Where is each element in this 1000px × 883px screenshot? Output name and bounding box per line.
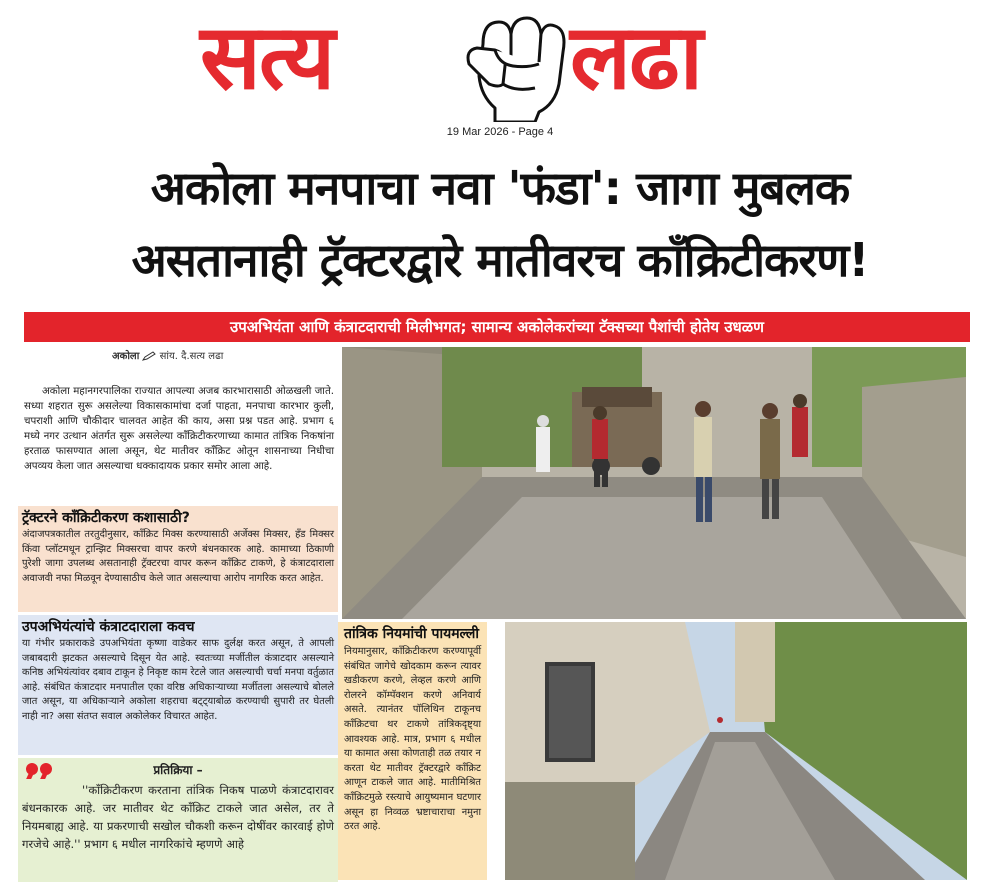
section-tractor-title: ट्रॅक्टरने कॉंक्रिटीकरण कशासाठी?	[22, 510, 190, 526]
reaction-title: प्रतिक्रिया –	[153, 763, 203, 777]
sidebar-title: तांत्रिक नियमांची पायमल्ली	[344, 626, 479, 642]
reaction-box	[18, 758, 338, 882]
pen-icon	[142, 351, 156, 361]
section-engineer-box	[18, 615, 338, 755]
masthead	[0, 0, 1000, 122]
subheadline-banner: उपअभियंता आणि कंत्राटदाराची मिलीभगत; सामान्य अकोलेकरांच्या टॅक्सच्या पैशांची होतेय उधळण	[24, 312, 970, 342]
construction-photo-main	[342, 347, 966, 619]
headline-line-2: असतानाही ट्रॅक्टरद्वारे मातीवरच कॉंक्रिटीकरण!	[131, 233, 869, 287]
quote-mark-icon	[26, 762, 56, 784]
intro-paragraph	[24, 384, 334, 474]
construction-photo-lane	[505, 622, 967, 880]
lane-road-image	[505, 622, 967, 880]
raised-fist-icon	[455, 4, 575, 122]
headline	[0, 152, 1000, 296]
masthead-title-left: सत्य	[200, 5, 334, 110]
dateline: 19 Mar 2026 - Page 4	[446, 126, 554, 138]
intro-text: अकोला महानगरपालिका राज्यात आपल्या अजब कारभारासाठी ओळखली जाते. सध्या शहरात सुरू असलेल्या विकासकामांचा दर्जा पाहता, मनपाचा कारभार कुली, चपराशी आणि चौकीदार चालवत आहेत की काय, असा प्रश्न पडत आहे. प्रभाग ६ मध्ये नगर उत्थान अंतर्गत सुरू असलेल्या कॉंक्रिटीकरणाच्या कामात तांत्रिक निकषांना हरताळ फासण्यात आला असून, थेट मातीवर कॉंक्रिट ओतून शासनाच्या निधीचा अपव्यय केला जात असल्याचा धक्कादायक प्रकार समोर आला आहे.	[24, 386, 334, 472]
sidebar-technical-rules	[338, 622, 487, 880]
byline-location: अकोला	[112, 351, 140, 362]
section-tractor-body: अंदाजपत्रकातील तरतुदीनुसार, कॉंक्रिट मिक्स करण्यासाठी अर्जेक्स मिक्सर, हँड मिक्सर किंवा प्लॉटमधून ट्रान्झिट मिक्सरचा वापर करणे बंधनकारक आहे. कामाच्या ठिकाणी पुरेशी जागा उपलब्ध असतानाही ट्रॅक्टरचा वापर करून कॉंक्रिट टाकणे, हे कंत्राटदाराला अवाजवी नफा मिळवून देण्यासाठीच केले जात असल्याचा आरोप नागरिक करत आहेत.	[22, 529, 334, 584]
sidebar-body: नियमानुसार, कॉंक्रिटीकरण करण्यापूर्वी संबंधित जागेचे खोदकाम करून त्यावर खडीकरण करणे, लेव्हल करणे आणि रोलरने कॉम्पॅक्शन करणे अनिवार्य असते. त्यानंतर पॉलिथिन टाकूनच कॉंक्रिटचा थर टाकणे तांत्रिकदृष्ट्या आवश्यक आहे. मात्र, प्रभाग ६ मधील या कामात असा कोणताही तळ तयार न करता थेट मातीवर ट्रॅक्टरद्वारे कॉंक्रिट आणून टाकले जात आहे. मातीमिश्रित कॉंक्रिटमुळे रस्त्याचे आयुष्यमान घटणार असून हा निव्वळ भ्रष्टाचाराचा नमुना ठरत आहे.	[344, 646, 481, 833]
reaction-quote: ''कॉंक्रिटीकरण करताना तांत्रिक निकष पाळणे कंत्राटदारावर बंधनकारक आहे. जर मातीवर थेट कॉंक्रिट टाकले जात असेल, तर ते नियमबाह्य आहे. या प्रकरणाची सखोल चौकशी करून दोषींवर कारवाई होणे गरजेचे आहे.'' प्रभाग ६ मधील नागरिकांचे म्हणणे आहे	[22, 783, 334, 851]
section-tractor-box	[18, 506, 338, 612]
section-engineer-body: या गंभीर प्रकाराकडे उपअभियंता कृष्णा वाडेकर साफ दुर्लक्ष करत असून, ते आपली जबाबदारी झटकत असल्याचे दिसून येत आहे. स्वतःच्या मर्जीतील कंत्राटदार असल्याने कनिष्ठ अभियंत्यांवर दबाव टाकून हे निकृष्ट काम रेटले जात असल्याची चर्चा मनपा वर्तुळात आहे. संबंधित कंत्राटदार मनपातील एका वरिष्ठ अधिकाऱ्याच्या मर्जीतला असल्याचे बोलले जात असून, या अधिकाऱ्याने अकोला शहराचा बट्ट्याबोळ करण्याची सुपारी तर घेतली नाही ना? असा संतप्त सवाल अकोलेकर विचारत आहेत.	[22, 638, 334, 722]
headline-line-1: अकोला मनपाचा नवा 'फंडा': जागा मुबलक	[150, 161, 850, 215]
masthead-title-right: लढा	[570, 5, 701, 110]
byline	[112, 348, 223, 362]
road-concreting-image	[342, 347, 966, 619]
byline-credit: सांय. दै.सत्य लढा	[159, 351, 224, 362]
section-engineer-title: उपअभियंत्यांचे कंत्राटदाराला कवच	[22, 619, 195, 635]
